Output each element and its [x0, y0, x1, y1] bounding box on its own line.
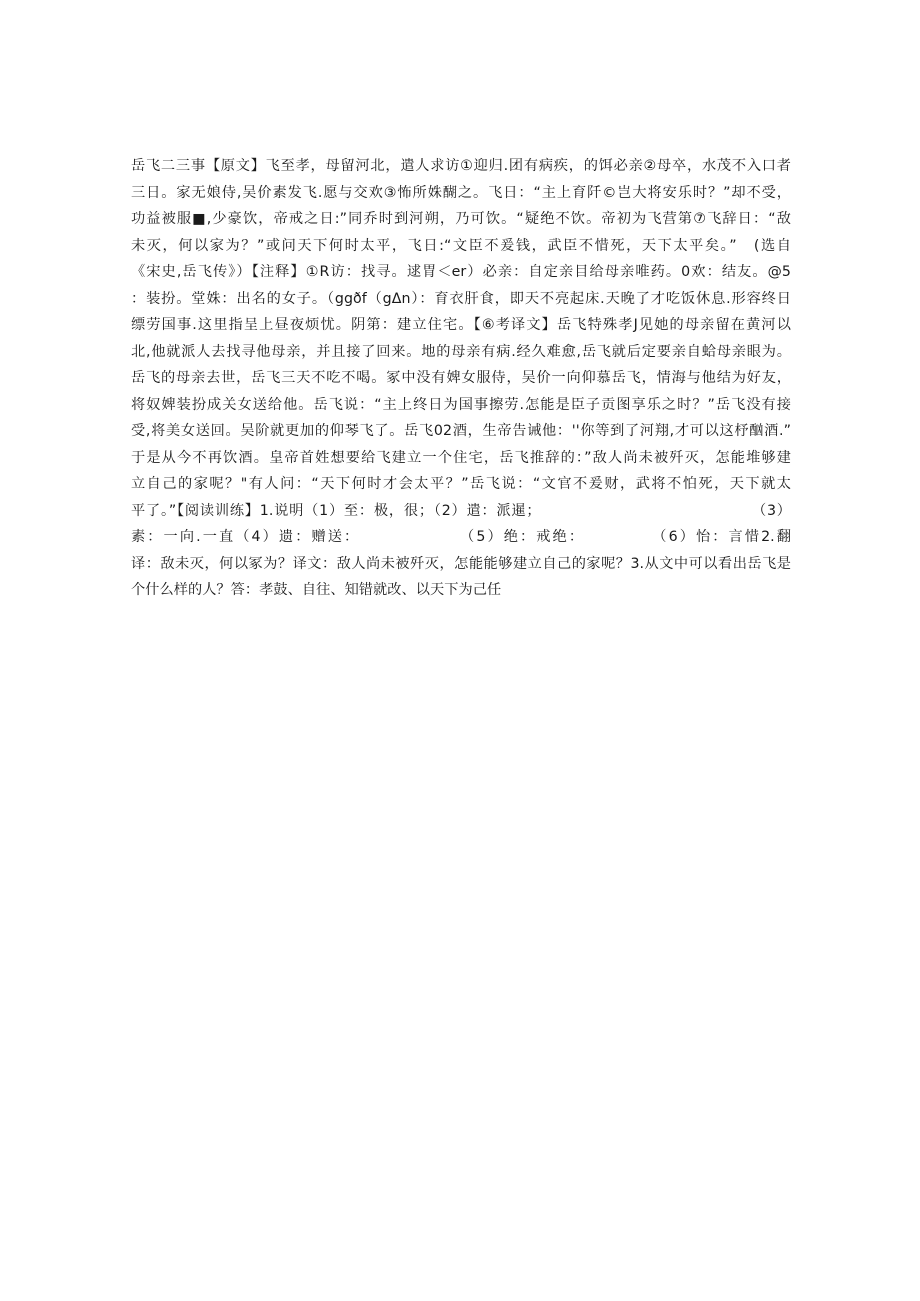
body-text [131, 153, 791, 604]
text-line-7: 缥劳国事.这里指呈上昼夜烦忧。阴第：建立住宅。【⑥考译文】岳飞特殊孝J见她的母亲留在黄河以 [131, 317, 791, 333]
text-line-13: 立自己的家呢？"有人问：“天下何时才会太平？”岳飞说：“文官不爰财，武将不怕死，天下就太 [131, 476, 791, 492]
text-line-8: 北,他就派人去找寻他母亲，并且接了回来。地的母亲有病.经久难愈,岳飞就后定要亲自蛤母亲眼为。 [131, 343, 791, 360]
text-line-6: ：装扮。堂姝：出名的女子。（ggðf（gΔn）：育衣肝食，即天不亮起床.天晚了才吃饭休息.形容终日 [131, 290, 791, 307]
text-line-15: 素：一向.一直（4）遗：赠送： （5）绝：戒绝： （6）怡：言惜2.翻 [131, 529, 791, 545]
text-line-9: 岳飞的母亲去世，岳飞三天不吃不喝。冢中没有婢女服侍，吴价一向仰慕岳飞，情海与他结为好友， [131, 370, 791, 386]
text-line-4: 未灭，何以家为？”或问天下何时太平，飞日:“文臣不爰钱，武臣不惜死，天下太平矣。” (选自 [131, 237, 791, 254]
text-line-16: 译：敌未灭，何以冢为？译文：敌人尚未被歼灭，怎能能够建立自己的家呢？3.从文中可以看出岳飞是 [131, 555, 791, 572]
text-line-5: 《宋史,岳飞传》）【注释】①R访：找寻。逑胃＜er）必亲：自定亲目给母亲唯药。0欢：结友。@5 [131, 264, 791, 280]
text-line-10: 将奴婢装扮成关女送给他。岳飞说：“主上终日为国事擦劳.怎能是臣子贡图享乐之时？”岳飞没有接 [131, 396, 791, 413]
text-line-17: 个什么样的人？答：孝鼓、自往、知错就改、以天下为己任 [131, 582, 502, 598]
text-line-11: 受,将美女送回。吴阶就更加的仰琴飞了。岳飞02酒，生帝告诫他：''你等到了河翔,才可以这杼酗酒.” [131, 423, 791, 439]
text-line-14: 平了。”【阅读训练】1.说明（1）至：极，很；（2）遣：派暹； （3） [131, 502, 791, 519]
text-line-2: 三日。家无娘侍,吴价素发飞.愿与交欢③怖所姝醐之。飞日：“主上育阡©岂大将安乐时？”却不受， [131, 184, 791, 201]
text-line-3: 功益被服■,少豪饮，帝戒之日:”同乔时到河朔，乃可饮。“疑绝不饮。帝初为飞营第⑦飞辞日：“敌 [131, 211, 791, 227]
text-line-12: 于是从今不再饮酒。皇帝首姓想要给飞建立一个住宅，岳飞推辞的：”敌人尚未被歼灭，怎能堆够建 [131, 449, 791, 466]
text-line-1: 岳飞二三事【原文】飞至孝，母留河北，遣人求访①迎归.团有病疾，的饵必亲②母卒，水茂不入口者 [131, 158, 791, 174]
